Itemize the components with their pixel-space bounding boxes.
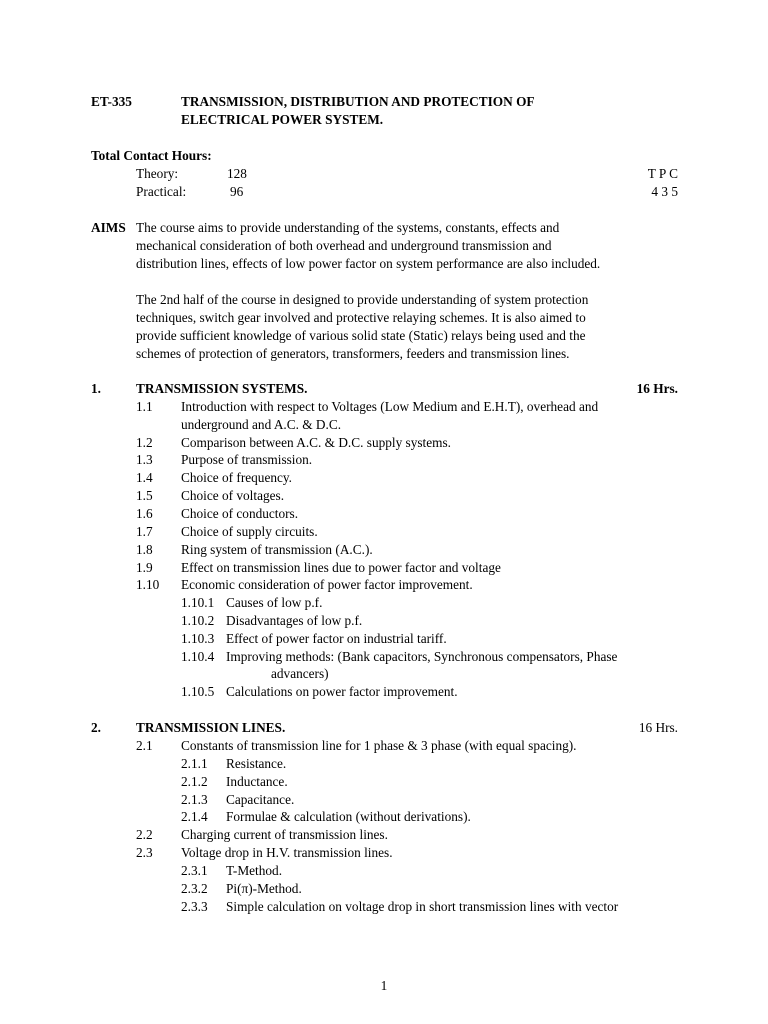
subitem-text: Simple calculation on voltage drop in short transmission lines with vector	[226, 899, 619, 914]
subitem-text: Disadvantages of low p.f.	[226, 613, 363, 628]
subitem-text: Calculations on power factor improvement.	[226, 684, 458, 699]
item-number: 1.2	[136, 435, 153, 450]
theory-value: 128	[227, 166, 247, 181]
section2-number: 2.	[91, 720, 101, 735]
subitem-number: 2.1.3	[181, 792, 208, 807]
subitem-text: Capacitance.	[226, 792, 295, 807]
item-number: 1.7	[136, 524, 153, 539]
contact-hours-heading: Total Contact Hours:	[91, 148, 212, 163]
item-number: 1.10	[136, 577, 160, 592]
subitem-number: 2.1.2	[181, 774, 208, 789]
subitem-text: Effect of power factor on industrial tariff.	[226, 631, 447, 646]
subitem-number: 1.10.4	[181, 649, 215, 664]
section1-title: TRANSMISSION SYSTEMS.	[136, 381, 308, 396]
subitem-number: 1.10.3	[181, 631, 215, 646]
item-text: Constants of transmission line for 1 phase & 3 phase (with equal spacing).	[181, 738, 577, 753]
aims-label: AIMS	[91, 220, 126, 235]
item-text: Ring system of transmission (A.C.).	[181, 542, 373, 557]
tpc-values: 4 3 5	[651, 184, 678, 199]
section2-title: TRANSMISSION LINES.	[136, 720, 286, 735]
item-number: 1.1	[136, 399, 153, 414]
item-text: Effect on transmission lines due to power factor and voltage	[181, 560, 501, 575]
subitem-text: T-Method.	[226, 863, 283, 878]
subitem-text: Causes of low p.f.	[226, 595, 323, 610]
item-text: Charging current of transmission lines.	[181, 827, 388, 842]
item-number: 1.9	[136, 560, 153, 575]
practical-label: Practical:	[136, 184, 187, 199]
item-text: Choice of supply circuits.	[181, 524, 318, 539]
subitem-number: 2.1.1	[181, 756, 208, 771]
subitem-number: 2.3.2	[181, 881, 208, 896]
item-number: 1.8	[136, 542, 153, 557]
subitem-text: Improving methods: (Bank capacitors, Synchronous compensators, Phase	[226, 649, 618, 664]
subitem-number: 1.10.2	[181, 613, 215, 628]
item-text: Comparison between A.C. & D.C. supply systems.	[181, 435, 451, 450]
item-number: 1.6	[136, 506, 153, 521]
item-number: 1.3	[136, 452, 153, 467]
theory-label: Theory:	[136, 166, 179, 181]
item-text: Choice of voltages.	[181, 488, 285, 503]
aims-para1-line: mechanical consideration of both overhead and underground transmission and	[136, 238, 552, 253]
course-title-line1: TRANSMISSION, DISTRIBUTION AND PROTECTION OF	[181, 94, 535, 109]
tpc-label: T P C	[647, 166, 678, 181]
aims-para1-line: distribution lines, effects of low power factor on system performance are also included.	[136, 256, 601, 271]
item-number: 2.1	[136, 738, 153, 753]
aims-para2-line: The 2nd half of the course in designed to provide understanding of system protection	[136, 292, 589, 307]
item-text: underground and A.C. & D.C.	[181, 417, 342, 432]
section1-hours: 16 Hrs.	[636, 381, 678, 396]
subitem-number: 2.3.3	[181, 899, 208, 914]
item-text: Choice of conductors.	[181, 506, 299, 521]
subitem-number: 2.3.1	[181, 863, 208, 878]
item-number: 2.2	[136, 827, 153, 842]
aims-para2-line: techniques, switch gear involved and protective relaying schemes. It is also aimed to	[136, 310, 586, 325]
subitem-text: Resistance.	[226, 756, 287, 771]
item-number: 1.4	[136, 470, 153, 485]
section1-number: 1.	[91, 381, 101, 396]
subitem-number: 1.10.5	[181, 684, 215, 699]
aims-para2-line: provide sufficient knowledge of various solid state (Static) relays being used and the	[136, 328, 586, 343]
course-title-line2: ELECTRICAL POWER SYSTEM.	[181, 112, 384, 127]
subitem-number: 1.10.1	[181, 595, 215, 610]
practical-value: 96	[230, 184, 244, 199]
item-number: 2.3	[136, 845, 153, 860]
course-code: ET-335	[91, 94, 132, 109]
item-text: Introduction with respect to Voltages (Low Medium and E.H.T), overhead and	[181, 399, 599, 414]
item-text: Purpose of transmission.	[181, 452, 313, 467]
aims-para2-line: schemes of protection of generators, transformers, feeders and transmission lines.	[136, 346, 570, 361]
subitem-text: Formulae & calculation (without derivations).	[226, 809, 471, 824]
subitem-text: Pi(π)-Method.	[226, 881, 302, 896]
item-text: Economic consideration of power factor improvement.	[181, 577, 473, 592]
item-text: Choice of frequency.	[181, 470, 293, 485]
item-number: 1.5	[136, 488, 153, 503]
section2-hours: 16 Hrs.	[638, 720, 678, 735]
page-number: 1	[380, 978, 388, 993]
subitem-number: 2.1.4	[181, 809, 208, 824]
subitem-text: Inductance.	[226, 774, 288, 789]
subitem-text: advancers)	[271, 666, 329, 681]
aims-para1-line: The course aims to provide understanding of the systems, constants, effects and	[136, 220, 560, 235]
item-text: Voltage drop in H.V. transmission lines.	[181, 845, 393, 860]
